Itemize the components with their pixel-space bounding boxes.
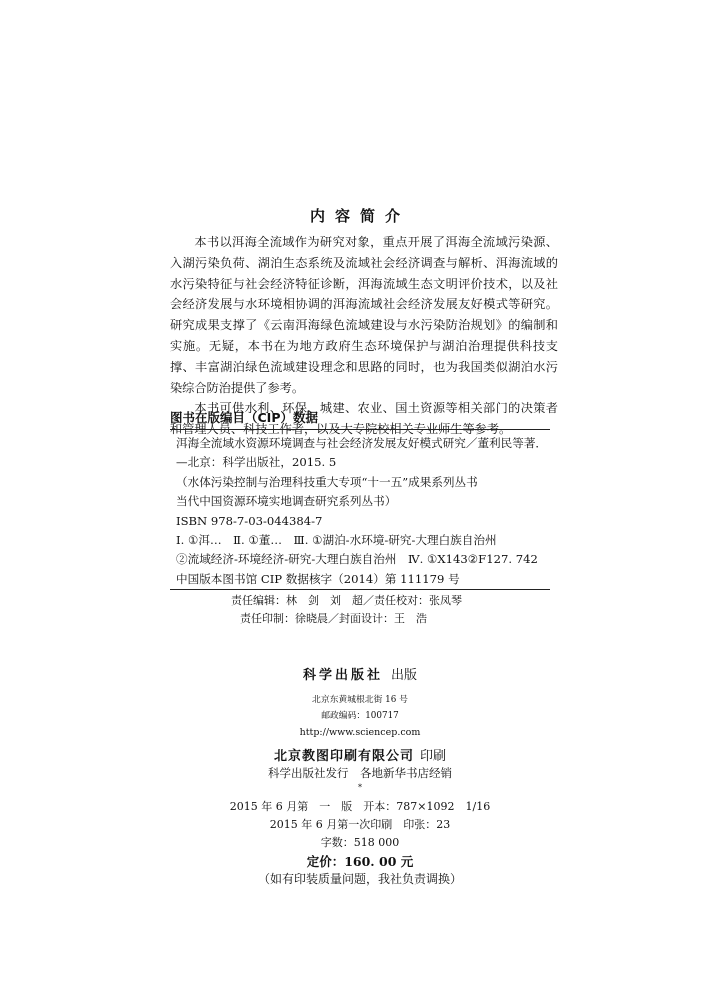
edition-line: 2015 年 6 月第 一 版 开本：787×1092 1/16 [229, 800, 491, 813]
cip-top-rule [170, 429, 550, 430]
printer-suffix: 印刷 [420, 749, 447, 764]
cip-line: （水体污染控制与治理科技重大专项“十一五”成果系列丛书 [176, 474, 478, 489]
summary-title: 内容简介 [309, 207, 410, 225]
cip-bottom-rule [170, 589, 550, 590]
cip-line: 当代中国资源环境实地调查研究系列丛书） [176, 494, 397, 509]
cip-line: 中国版本图书馆 CIP 数据核字（2014）第 111179 号 [176, 571, 460, 586]
asterisk-mark: * [358, 783, 362, 792]
word-count: 字数：518 000 [320, 836, 400, 849]
cip-record [176, 434, 556, 589]
publisher-line [0, 664, 720, 683]
printer-name: 北京教图印刷有限公司 [273, 749, 414, 764]
printer-line [0, 745, 720, 764]
publisher-name: 科学出版社 [302, 668, 383, 683]
cip-line: Ⅰ. ①洱… Ⅱ. ①董… Ⅲ. ①湖泊-水环境-研究-大理白族自治州 [176, 533, 497, 548]
price: 定价：160. 00 元 [306, 854, 414, 869]
summary-paragraph: 本书以洱海全流域作为研究对象，重点开展了洱海全流域污染源、入湖污染负荷、湖泊生态系统及流域社会经济调查与解析、洱海流域的水污染特征与社会经济特征诊断，洱海流域生态文明评价技术，以及社会经济发展与水环境相协调的洱海流域社会经济发展友好模式等研究。研究成果支撑了《云南洱海绿色流域建设与水污染防治规划》的编制和实施。无疑，本书在为地方政府生态环境保护与湖泊治理提供科技支撑、丰富湖泊绿色流域建设理念和思路的同时，也为我国类似湖泊水污染综合防治提供了参考。 [170, 235, 558, 395]
cip-line: ②流域经济-环境经济-研究-大理白族自治州 Ⅳ. ①X143②F127. 742 [176, 552, 538, 567]
editor-line: 责任编辑：林 剑 刘 超／责任校对：张凤琴 [231, 594, 462, 607]
cip-line: ISBN 978-7-03-044384-7 [176, 513, 323, 528]
publisher-suffix: 出版 [391, 668, 418, 683]
publisher-url: http://www.sciencep.com [299, 727, 421, 738]
quality-notice: （如有印装质量问题，我社负责调换） [257, 872, 462, 886]
summary-paragraph: 本书可供水利、环保、城建、农业、国土资源等相关部门的决策者和管理人员、科技工作者，以及大专院校相关专业师生等参考。 [170, 401, 558, 437]
cip-line: —北京：科学出版社，2015. 5 [176, 455, 337, 470]
editor-credits [231, 592, 462, 628]
printing-line: 2015 年 6 月第一次印刷 印张：23 [269, 818, 451, 831]
cip-title: 图书在版编目（CIP）数据 [170, 410, 318, 425]
cip-line: 洱海全流域水资源环境调查与社会经济发展友好模式研究／董利民等著． [176, 436, 548, 450]
editor-line: 责任印制：徐晓晨／封面设计：王 浩 [240, 612, 427, 625]
postcode: 邮政编码：100717 [321, 711, 399, 721]
distribution-line: 科学出版社发行 各地新华书店经销 [268, 766, 452, 780]
publisher-address: 北京东黄城根北街 16 号 [312, 695, 408, 705]
